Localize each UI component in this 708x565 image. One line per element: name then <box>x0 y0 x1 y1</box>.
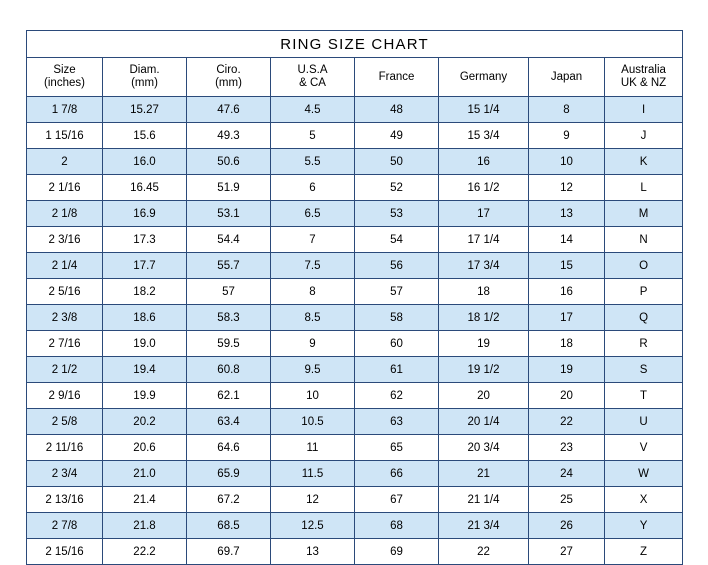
cell-japan: 18 <box>529 331 605 357</box>
cell-size: 2 1/8 <box>27 201 103 227</box>
column-header-usa-ca-line2: & CA <box>299 77 326 89</box>
cell-size: 1 7/8 <box>27 97 103 123</box>
cell-japan: 26 <box>529 513 605 539</box>
cell-usa-ca: 11.5 <box>271 461 355 487</box>
cell-size: 1 15/16 <box>27 123 103 149</box>
cell-diameter: 15.27 <box>103 97 187 123</box>
cell-australia-uk-nz: V <box>605 435 683 461</box>
cell-germany: 16 1/2 <box>439 175 529 201</box>
ring-size-chart-container <box>26 30 682 565</box>
cell-japan: 14 <box>529 227 605 253</box>
column-header-circumference <box>187 58 271 97</box>
cell-usa-ca: 13 <box>271 539 355 565</box>
cell-france: 66 <box>355 461 439 487</box>
cell-usa-ca: 12 <box>271 487 355 513</box>
cell-size: 2 11/16 <box>27 435 103 461</box>
cell-france: 69 <box>355 539 439 565</box>
title-row <box>27 31 683 58</box>
cell-size: 2 3/16 <box>27 227 103 253</box>
column-header-australia-uk-nz <box>605 58 683 97</box>
table-row <box>27 357 683 383</box>
cell-japan: 20 <box>529 383 605 409</box>
cell-circumference: 59.5 <box>187 331 271 357</box>
cell-japan: 10 <box>529 149 605 175</box>
cell-diameter: 19.0 <box>103 331 187 357</box>
cell-japan: 13 <box>529 201 605 227</box>
cell-australia-uk-nz: N <box>605 227 683 253</box>
cell-usa-ca: 7 <box>271 227 355 253</box>
cell-australia-uk-nz: S <box>605 357 683 383</box>
cell-usa-ca: 8.5 <box>271 305 355 331</box>
cell-germany: 16 <box>439 149 529 175</box>
cell-germany: 22 <box>439 539 529 565</box>
cell-germany: 21 <box>439 461 529 487</box>
table-row <box>27 227 683 253</box>
column-header-australia-uk-nz-line1: Australia <box>621 64 666 76</box>
cell-usa-ca: 10 <box>271 383 355 409</box>
cell-size: 2 15/16 <box>27 539 103 565</box>
cell-france: 62 <box>355 383 439 409</box>
cell-australia-uk-nz: O <box>605 253 683 279</box>
cell-diameter: 16.45 <box>103 175 187 201</box>
column-header-size-line2: (inches) <box>44 77 85 89</box>
cell-circumference: 47.6 <box>187 97 271 123</box>
header-row <box>27 58 683 97</box>
cell-diameter: 18.6 <box>103 305 187 331</box>
cell-australia-uk-nz: W <box>605 461 683 487</box>
cell-diameter: 16.0 <box>103 149 187 175</box>
cell-germany: 20 3/4 <box>439 435 529 461</box>
cell-france: 57 <box>355 279 439 305</box>
cell-japan: 25 <box>529 487 605 513</box>
cell-usa-ca: 7.5 <box>271 253 355 279</box>
cell-diameter: 19.9 <box>103 383 187 409</box>
cell-diameter: 17.7 <box>103 253 187 279</box>
cell-usa-ca: 5 <box>271 123 355 149</box>
table-row <box>27 487 683 513</box>
cell-diameter: 21.8 <box>103 513 187 539</box>
cell-usa-ca: 9 <box>271 331 355 357</box>
cell-japan: 23 <box>529 435 605 461</box>
cell-germany: 15 3/4 <box>439 123 529 149</box>
cell-france: 58 <box>355 305 439 331</box>
table-row <box>27 435 683 461</box>
cell-germany: 20 <box>439 383 529 409</box>
column-header-diameter-line2: (mm) <box>131 77 158 89</box>
column-header-japan <box>529 58 605 97</box>
cell-usa-ca: 6 <box>271 175 355 201</box>
cell-diameter: 17.3 <box>103 227 187 253</box>
cell-circumference: 67.2 <box>187 487 271 513</box>
cell-germany: 19 <box>439 331 529 357</box>
column-header-diameter <box>103 58 187 97</box>
cell-australia-uk-nz: T <box>605 383 683 409</box>
cell-usa-ca: 9.5 <box>271 357 355 383</box>
column-header-circumference-line1: Ciro. <box>216 64 241 76</box>
cell-usa-ca: 11 <box>271 435 355 461</box>
column-header-germany <box>439 58 529 97</box>
cell-france: 53 <box>355 201 439 227</box>
cell-size: 2 5/8 <box>27 409 103 435</box>
cell-australia-uk-nz: K <box>605 149 683 175</box>
cell-germany: 17 1/4 <box>439 227 529 253</box>
cell-japan: 17 <box>529 305 605 331</box>
cell-france: 56 <box>355 253 439 279</box>
cell-japan: 19 <box>529 357 605 383</box>
cell-germany: 21 3/4 <box>439 513 529 539</box>
cell-australia-uk-nz: P <box>605 279 683 305</box>
cell-diameter: 19.4 <box>103 357 187 383</box>
cell-germany: 20 1/4 <box>439 409 529 435</box>
cell-japan: 12 <box>529 175 605 201</box>
cell-circumference: 62.1 <box>187 383 271 409</box>
cell-australia-uk-nz: L <box>605 175 683 201</box>
cell-diameter: 22.2 <box>103 539 187 565</box>
cell-france: 65 <box>355 435 439 461</box>
cell-circumference: 50.6 <box>187 149 271 175</box>
cell-germany: 15 1/4 <box>439 97 529 123</box>
cell-size: 2 5/16 <box>27 279 103 305</box>
cell-diameter: 21.4 <box>103 487 187 513</box>
cell-circumference: 57 <box>187 279 271 305</box>
cell-usa-ca: 4.5 <box>271 97 355 123</box>
cell-size: 2 1/2 <box>27 357 103 383</box>
cell-australia-uk-nz: U <box>605 409 683 435</box>
cell-circumference: 69.7 <box>187 539 271 565</box>
cell-australia-uk-nz: R <box>605 331 683 357</box>
cell-circumference: 63.4 <box>187 409 271 435</box>
cell-australia-uk-nz: I <box>605 97 683 123</box>
cell-diameter: 15.6 <box>103 123 187 149</box>
table-row <box>27 331 683 357</box>
cell-circumference: 53.1 <box>187 201 271 227</box>
cell-circumference: 54.4 <box>187 227 271 253</box>
cell-size: 2 1/4 <box>27 253 103 279</box>
cell-france: 67 <box>355 487 439 513</box>
cell-france: 68 <box>355 513 439 539</box>
table-row <box>27 201 683 227</box>
cell-usa-ca: 12.5 <box>271 513 355 539</box>
cell-germany: 18 <box>439 279 529 305</box>
cell-size: 2 9/16 <box>27 383 103 409</box>
cell-size: 2 7/16 <box>27 331 103 357</box>
cell-circumference: 64.6 <box>187 435 271 461</box>
cell-circumference: 55.7 <box>187 253 271 279</box>
table-row <box>27 409 683 435</box>
cell-germany: 17 3/4 <box>439 253 529 279</box>
cell-france: 48 <box>355 97 439 123</box>
chart-title: RING SIZE CHART <box>27 31 683 58</box>
table-row <box>27 279 683 305</box>
cell-circumference: 49.3 <box>187 123 271 149</box>
cell-australia-uk-nz: Q <box>605 305 683 331</box>
cell-germany: 18 1/2 <box>439 305 529 331</box>
table-row <box>27 175 683 201</box>
cell-diameter: 18.2 <box>103 279 187 305</box>
cell-japan: 8 <box>529 97 605 123</box>
column-header-germany-line1: Germany <box>459 70 508 83</box>
cell-france: 49 <box>355 123 439 149</box>
table-row <box>27 513 683 539</box>
cell-japan: 22 <box>529 409 605 435</box>
column-header-size-line1: Size <box>53 64 76 76</box>
table-body <box>27 31 683 565</box>
cell-france: 63 <box>355 409 439 435</box>
cell-size: 2 3/4 <box>27 461 103 487</box>
column-header-france-line1: France <box>378 70 415 83</box>
cell-diameter: 16.9 <box>103 201 187 227</box>
table-row <box>27 305 683 331</box>
cell-usa-ca: 10.5 <box>271 409 355 435</box>
table-row <box>27 383 683 409</box>
cell-usa-ca: 8 <box>271 279 355 305</box>
cell-size: 2 <box>27 149 103 175</box>
table-row <box>27 461 683 487</box>
cell-circumference: 58.3 <box>187 305 271 331</box>
column-header-diameter-line1: Diam. <box>129 64 160 76</box>
cell-france: 50 <box>355 149 439 175</box>
cell-japan: 9 <box>529 123 605 149</box>
cell-japan: 15 <box>529 253 605 279</box>
cell-circumference: 60.8 <box>187 357 271 383</box>
column-header-circumference-line2: (mm) <box>215 77 242 89</box>
cell-japan: 16 <box>529 279 605 305</box>
table-row <box>27 149 683 175</box>
cell-diameter: 20.2 <box>103 409 187 435</box>
cell-japan: 27 <box>529 539 605 565</box>
cell-australia-uk-nz: X <box>605 487 683 513</box>
column-header-usa-ca <box>271 58 355 97</box>
cell-diameter: 21.0 <box>103 461 187 487</box>
cell-size: 2 3/8 <box>27 305 103 331</box>
cell-diameter: 20.6 <box>103 435 187 461</box>
column-header-australia-uk-nz-line2: UK & NZ <box>620 77 667 89</box>
cell-size: 2 1/16 <box>27 175 103 201</box>
column-header-size <box>27 58 103 97</box>
cell-circumference: 65.9 <box>187 461 271 487</box>
cell-germany: 21 1/4 <box>439 487 529 513</box>
cell-australia-uk-nz: M <box>605 201 683 227</box>
cell-circumference: 68.5 <box>187 513 271 539</box>
cell-circumference: 51.9 <box>187 175 271 201</box>
cell-size: 2 7/8 <box>27 513 103 539</box>
cell-australia-uk-nz: Y <box>605 513 683 539</box>
table-row <box>27 97 683 123</box>
cell-usa-ca: 6.5 <box>271 201 355 227</box>
cell-france: 54 <box>355 227 439 253</box>
cell-france: 52 <box>355 175 439 201</box>
ring-size-chart-table <box>26 30 683 565</box>
table-row <box>27 539 683 565</box>
table-row <box>27 123 683 149</box>
cell-japan: 24 <box>529 461 605 487</box>
column-header-japan-line1: Japan <box>550 70 583 83</box>
cell-germany: 19 1/2 <box>439 357 529 383</box>
cell-australia-uk-nz: Z <box>605 539 683 565</box>
cell-germany: 17 <box>439 201 529 227</box>
cell-usa-ca: 5.5 <box>271 149 355 175</box>
column-header-usa-ca-line1: U.S.A <box>297 64 328 76</box>
cell-size: 2 13/16 <box>27 487 103 513</box>
cell-france: 60 <box>355 331 439 357</box>
cell-australia-uk-nz: J <box>605 123 683 149</box>
column-header-france <box>355 58 439 97</box>
table-row <box>27 253 683 279</box>
cell-france: 61 <box>355 357 439 383</box>
